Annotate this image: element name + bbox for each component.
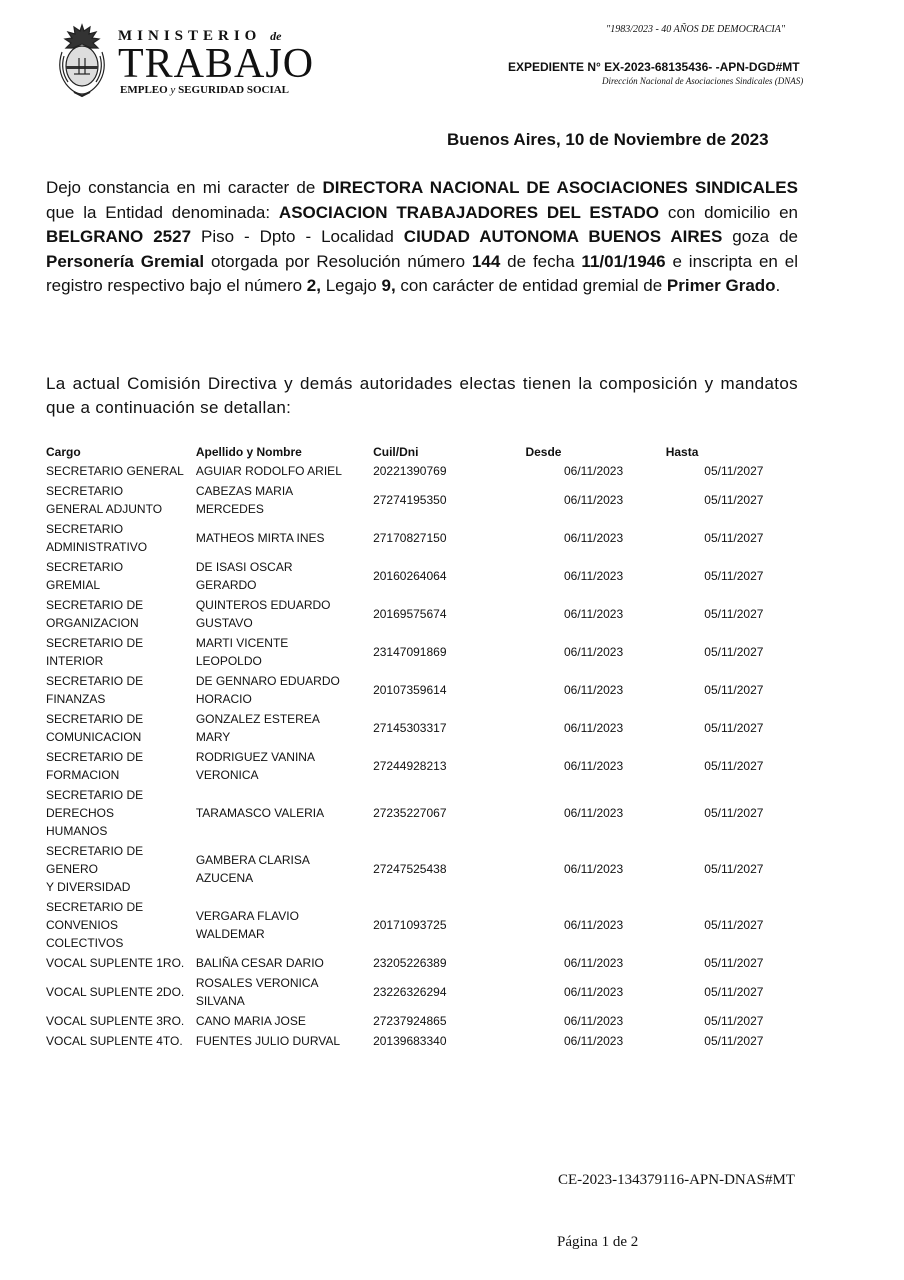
- cargo-cell: [44, 1031, 194, 1051]
- nombre-cell-line: ROSALES VERONICA: [195, 976, 319, 990]
- cargo-cell-line: SECRETARIO GENERAL: [46, 464, 184, 478]
- cargo-cell-line: COMUNICACION: [46, 730, 142, 744]
- cargo-cell-line: ORGANIZACION: [46, 616, 139, 630]
- nombre-cell-line: RODRIGUEZ VANINA: [195, 750, 315, 764]
- hasta-cell: 05/11/2027: [704, 569, 764, 583]
- desde-cell: 06/11/2023: [563, 683, 624, 697]
- header-desde: Desde: [525, 445, 562, 459]
- nombre-cell: [194, 461, 371, 481]
- ministerio-wordmark: MINISTERIO de: [118, 28, 282, 44]
- desde-cell: 06/11/2023: [563, 721, 624, 735]
- cargo-cell-line: GENERAL ADJUNTO: [46, 502, 163, 516]
- cargo-cell: [44, 953, 194, 973]
- cuil-cell: 20160264064: [373, 569, 447, 583]
- table-row: [44, 557, 804, 595]
- header-cargo: Cargo: [46, 445, 81, 459]
- desde-cell: 06/11/2023: [563, 918, 624, 932]
- hasta-cell: 05/11/2027: [704, 759, 764, 773]
- cuil-cell: 20139683340: [373, 1034, 447, 1048]
- table-row: [44, 973, 804, 1011]
- table-row: [44, 1031, 804, 1051]
- cargo-cell-line: Y DIVERSIDAD: [46, 880, 131, 894]
- hasta-cell: 05/11/2027: [704, 862, 764, 876]
- nombre-cell-line: GONZALEZ ESTEREA: [195, 712, 320, 726]
- desde-cell: 06/11/2023: [563, 569, 624, 583]
- cargo-cell: [44, 785, 194, 841]
- cargo-cell-line: SECRETARIO DE: [46, 844, 144, 858]
- nombre-cell: [194, 747, 371, 785]
- hasta-cell: 05/11/2027: [704, 918, 764, 932]
- cargo-cell-line: SECRETARIO: [46, 522, 124, 536]
- nombre-cell-line: MATHEOS MIRTA INES: [195, 531, 325, 545]
- table-row: [44, 953, 804, 973]
- desde-cell: 06/11/2023: [563, 956, 624, 970]
- desde-cell: 06/11/2023: [563, 531, 624, 545]
- table-row: [44, 595, 804, 633]
- hasta-cell: 05/11/2027: [704, 683, 764, 697]
- cargo-cell: [44, 633, 194, 671]
- desde-cell: 06/11/2023: [563, 464, 624, 478]
- cuil-cell: 20107359614: [373, 683, 447, 697]
- nombre-cell-line: AGUIAR RODOLFO ARIEL: [195, 464, 342, 478]
- nombre-cell-line: CABEZAS MARIA: [195, 484, 294, 498]
- cargo-cell-line: SECRETARIO: [46, 560, 124, 574]
- nombre-cell: [194, 953, 371, 973]
- table-row: [44, 897, 804, 953]
- desde-cell: 06/11/2023: [563, 862, 624, 876]
- desde-cell: 06/11/2023: [563, 493, 624, 507]
- cargo-cell: [44, 973, 194, 1011]
- table-row: [44, 841, 804, 897]
- cargo-cell-line: VOCAL SUPLENTE 3RO.: [46, 1014, 185, 1028]
- hasta-cell: 05/11/2027: [704, 956, 764, 970]
- cargo-cell: [44, 595, 194, 633]
- hasta-cell: 05/11/2027: [704, 1014, 764, 1028]
- cuil-cell: 23226326294: [373, 985, 447, 999]
- nombre-cell-line: VERGARA FLAVIO: [195, 909, 299, 923]
- nombre-cell-line: GERARDO: [195, 578, 257, 592]
- nombre-cell-line: GUSTAVO: [195, 616, 253, 630]
- cargo-cell: [44, 841, 194, 897]
- democracy-slogan: "1983/2023 - 40 AÑOS DE DEMOCRACIA": [606, 24, 786, 35]
- cuil-cell: 27244928213: [373, 759, 447, 773]
- nombre-cell: [194, 557, 371, 595]
- header-cuil: Cuil/Dni: [373, 445, 419, 459]
- hasta-cell: 05/11/2027: [704, 531, 764, 545]
- cuil-cell: 27237924865: [373, 1014, 447, 1028]
- document-code: CE-2023-134379116-APN-DNAS#MT: [558, 1172, 795, 1188]
- nombre-cell: [194, 709, 371, 747]
- cuil-cell: 20221390769: [373, 464, 447, 478]
- nombre-cell-line: QUINTEROS EDUARDO: [195, 598, 331, 612]
- cuil-cell: 23147091869: [373, 645, 447, 659]
- cargo-cell: [44, 709, 194, 747]
- nombre-cell-line: GAMBERA CLARISA: [195, 853, 310, 867]
- nombre-cell-line: CANO MARIA JOSE: [195, 1014, 306, 1028]
- cargo-cell-line: SECRETARIO DE: [46, 598, 144, 612]
- nombre-cell-line: BALIÑA CESAR DARIO: [195, 956, 324, 970]
- nombre-cell-line: LEOPOLDO: [195, 654, 262, 668]
- desde-cell: 06/11/2023: [563, 985, 624, 999]
- hasta-cell: 05/11/2027: [704, 985, 764, 999]
- nombre-cell-line: TARAMASCO VALERIA: [195, 806, 325, 820]
- nombre-cell-line: DE ISASI OSCAR: [195, 560, 293, 574]
- cargo-cell-line: ADMINISTRATIVO: [46, 540, 148, 554]
- nombre-cell: [194, 481, 371, 519]
- cuil-cell: 27247525438: [373, 862, 447, 876]
- desde-cell: 06/11/2023: [563, 645, 624, 659]
- intro-paragraph: La actual Comisión Directiva y demás autoridades electas tienen la composición y mandatos que a continuación se detallan:: [46, 374, 798, 417]
- nombre-cell: [194, 841, 371, 897]
- cuil-cell: 20169575674: [373, 607, 447, 621]
- header-hasta: Hasta: [665, 445, 699, 459]
- national-seal-icon: [52, 22, 112, 98]
- nombre-cell-line: DE GENNARO EDUARDO: [195, 674, 340, 688]
- cargo-cell-line: VOCAL SUPLENTE 1RO.: [46, 956, 185, 970]
- nombre-cell: [194, 785, 371, 841]
- cargo-cell: [44, 461, 194, 481]
- nombre-cell-line: VERONICA: [195, 768, 259, 782]
- cargo-cell-line: HUMANOS: [46, 824, 108, 838]
- nombre-cell: [194, 1031, 371, 1051]
- desde-cell: 06/11/2023: [563, 806, 624, 820]
- cuil-cell: 27274195350: [373, 493, 447, 507]
- cargo-cell-line: SECRETARIO DE: [46, 900, 144, 914]
- cuil-cell: 23205226389: [373, 956, 447, 970]
- table-row: [44, 671, 804, 709]
- nombre-cell-line: AZUCENA: [195, 871, 254, 885]
- hasta-cell: 05/11/2027: [704, 607, 764, 621]
- nombre-cell: [194, 633, 371, 671]
- cargo-cell-line: INTERIOR: [46, 654, 104, 668]
- nombre-cell: [194, 595, 371, 633]
- hasta-cell: 05/11/2027: [704, 645, 764, 659]
- expediente-number: EXPEDIENTE N° EX-2023-68135436- -APN-DGD#MT: [508, 60, 800, 74]
- cuil-cell: 20171093725: [373, 918, 447, 932]
- desde-cell: 06/11/2023: [563, 759, 624, 773]
- cargo-cell-line: DERECHOS: [46, 806, 115, 820]
- cargo-cell: [44, 557, 194, 595]
- authorities-table: [44, 443, 804, 1051]
- page-number: Página 1 de 2: [557, 1234, 639, 1250]
- cargo-cell-line: SECRETARIO DE: [46, 750, 144, 764]
- cargo-cell: [44, 747, 194, 785]
- hasta-cell: 05/11/2027: [704, 464, 764, 478]
- header-nombre: Apellido y Nombre: [195, 445, 302, 459]
- cargo-cell: [44, 1011, 194, 1031]
- cargo-cell: [44, 671, 194, 709]
- hasta-cell: 05/11/2027: [704, 721, 764, 735]
- desde-cell: 06/11/2023: [563, 607, 624, 621]
- cargo-cell: [44, 481, 194, 519]
- ministry-logo: [52, 22, 315, 102]
- nombre-cell-line: WALDEMAR: [195, 927, 265, 941]
- nombre-cell-line: HORACIO: [195, 692, 252, 706]
- cargo-cell-line: VOCAL SUPLENTE 2DO.: [46, 985, 185, 999]
- nombre-cell-line: MARY: [195, 730, 231, 744]
- table-row: [44, 481, 804, 519]
- table-row: [44, 633, 804, 671]
- nombre-cell: [194, 897, 371, 953]
- trabajo-wordmark: TRABAJO: [118, 41, 315, 87]
- cargo-cell-line: FORMACION: [46, 768, 120, 782]
- table-row: [44, 785, 804, 841]
- desde-cell: 06/11/2023: [563, 1014, 624, 1028]
- cargo-cell-line: SECRETARIO: [46, 484, 124, 498]
- nombre-cell-line: FUENTES JULIO DURVAL: [195, 1034, 341, 1048]
- table-row: [44, 519, 804, 557]
- cargo-cell-line: SECRETARIO DE: [46, 674, 144, 688]
- cargo-cell-line: GREMIAL: [46, 578, 101, 592]
- table-row: [44, 747, 804, 785]
- nombre-cell: [194, 1011, 371, 1031]
- desde-cell: 06/11/2023: [563, 1034, 624, 1048]
- cargo-cell-line: SECRETARIO DE: [46, 636, 144, 650]
- cuil-cell: 27145303317: [373, 721, 447, 735]
- cargo-cell-line: VOCAL SUPLENTE 4TO.: [46, 1034, 183, 1048]
- nombre-cell-line: MARTI VICENTE: [195, 636, 289, 650]
- cargo-cell-line: GENERO: [46, 862, 99, 876]
- nombre-cell: [194, 519, 371, 557]
- certificate-paragraph: Dejo constancia en mi caracter de DIRECTORA NACIONAL DE ASOCIACIONES SINDICALES que la Entidad denominada: ASOCIACION TRABAJADORES DEL ESTADO con domicilio en BELGRANO 2527 Piso - Dpto - Localidad CIUDAD AUTONOMA BUENOS AIRES goza de Personería Gremial otorgada por Resolución número 144 de fecha 11/01/1946 e inscripta en el registro respectivo bajo el número 2, Legajo 9, con carácter de entidad gremial de Primer Grado.: [46, 178, 798, 295]
- table-row: [44, 709, 804, 747]
- issuing-office: Dirección Nacional de Asociaciones Sindicales (DNAS): [602, 76, 804, 86]
- table-row: [44, 1011, 804, 1031]
- table-row: [44, 461, 804, 481]
- nombre-cell-line: SILVANA: [195, 994, 245, 1008]
- hasta-cell: 05/11/2027: [704, 806, 764, 820]
- cargo-cell-line: CONVENIOS: [46, 918, 119, 932]
- cargo-cell: [44, 519, 194, 557]
- cargo-cell-line: COLECTIVOS: [46, 936, 124, 950]
- nombre-cell-line: MERCEDES: [195, 502, 264, 516]
- empleo-wordmark: EMPLEO y SEGURIDAD SOCIAL: [120, 84, 290, 96]
- cuil-cell: 27170827150: [373, 531, 447, 545]
- nombre-cell: [194, 973, 371, 1011]
- cargo-cell-line: SECRETARIO DE: [46, 788, 144, 802]
- cuil-cell: 27235227067: [373, 806, 447, 820]
- cargo-cell-line: FINANZAS: [46, 692, 106, 706]
- place-and-date: Buenos Aires, 10 de Noviembre de 2023: [447, 130, 769, 149]
- nombre-cell: [194, 671, 371, 709]
- table-header-row: [44, 443, 804, 461]
- cargo-cell: [44, 897, 194, 953]
- hasta-cell: 05/11/2027: [704, 1034, 764, 1048]
- cargo-cell-line: SECRETARIO DE: [46, 712, 144, 726]
- hasta-cell: 05/11/2027: [704, 493, 764, 507]
